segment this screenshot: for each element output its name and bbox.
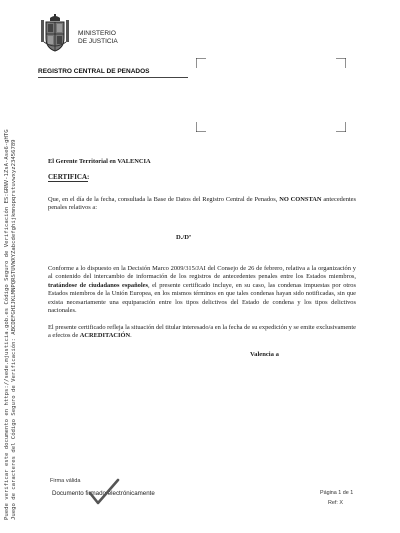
- ministry-name: MINISTERIO DE JUSTICIA: [78, 30, 118, 45]
- page-number: Página 1 de 1: [320, 490, 354, 496]
- paragraph-decision-marco: Conforme a lo dispuesto en la Decisión Marco 2009/315/JAI del Consejo de 26 de febrero, relativa a la organización y al contenido del intercambio de información de los registros de antecedentes penales entre los Estados miembros, tratándose de ciudadanos españoles, el presente certificado incluye, en su caso, las condenas impuestas por otros Estados miembros de la Unión Europea, en los mismos términos en que tales condenas hayan sido notificadas, sin que exista necesariamente una equiparación entre los tipos delictivos del Estado de condena y los tipos delictivos nacionales.: [48, 265, 356, 315]
- certifica-underline: [48, 181, 88, 182]
- recipient-name: D./Dª: [176, 234, 191, 241]
- verification-strip: [4, 50, 18, 520]
- coat-of-arms-icon: [40, 14, 70, 54]
- firma-valida-label: Firma válida: [50, 478, 81, 484]
- reference-label: Ref: X: [328, 500, 343, 506]
- certifica-heading: CERTIFICA:: [48, 173, 90, 181]
- firma-document-label: Documento firmado electrónicamente: [52, 490, 155, 497]
- registry-title: REGISTRO CENTRAL DE PENADOS: [38, 68, 150, 75]
- corner-frame: [196, 58, 346, 132]
- header-divider: [38, 77, 188, 78]
- paragraph-acreditacion: El presente certificado refleja la situación del titular interesado/a en la fecha de su expedición y se emite exclusivamente a efectos de ACREDITACIÓN.: [48, 324, 356, 340]
- place-date: Valencia a: [250, 351, 279, 358]
- gerente-heading: El Gerente Territorial en VALENCIA: [48, 158, 151, 165]
- signature-check-icon: [84, 477, 124, 507]
- paragraph-no-constan: Que, en el día de la fecha, consultada la Base de Datos del Registro Central de Penados, NO CONSTAN antecedentes penales relativos a:: [48, 196, 356, 212]
- verification-charset-line: Juego de caracteres del Código Seguro de Verificación: ABCDEFGHIJKLMNPQRSTUVWXYZabcdefghijkmnopqrstuvwxyz23456789: [11, 139, 18, 520]
- verification-url-line: Puede verificar este documento en https://sede.mjusticia.gob.es Código Seguro de Verificación ES:GRNV-1ZsA-Ase6-gHTG: [4, 129, 10, 520]
